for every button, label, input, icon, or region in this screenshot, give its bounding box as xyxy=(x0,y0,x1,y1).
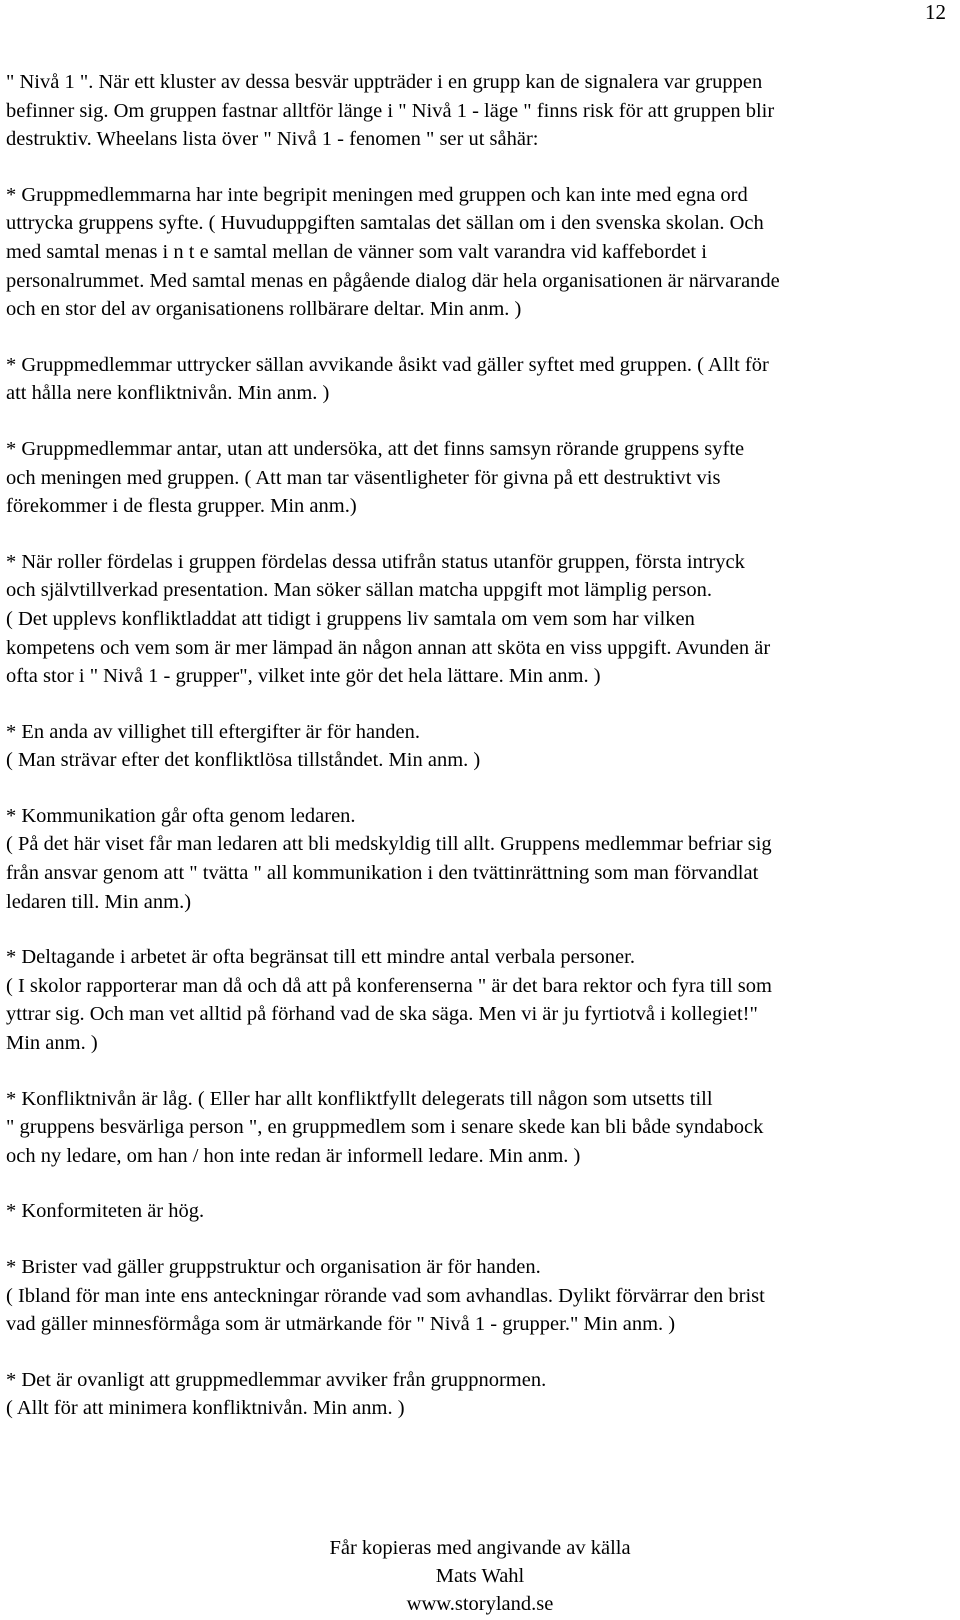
bullet-paragraph: * Kommunikation går ofta genom ledaren. ( På det här viset får man ledaren att bli medskyldig till allt. Gruppens medlemmar befriar sig från ansvar genom att " tvätta " all kommunikation i den tvättinrättning som man förvandlat ledaren till. Min anm.) xyxy=(6,804,772,913)
document-body xyxy=(6,68,946,1450)
bullet-paragraph: * Gruppmedlemmarna har inte begripit meningen med gruppen och kan inte med egna ord uttrycka gruppens syfte. ( Huvuduppgiften samtalas det sällan om i den svenska skolan. Och med samtal menas i n t e samtal mellan de vänner som valt varandra vid kaffebordet i personalrummet. Med samtal menas en pågående dialog där hela organisationen är närvarande och en stor del av organisationens rollbärare deltar. Min anm. ) xyxy=(6,183,780,321)
bullet-paragraph: * Gruppmedlemmar uttrycker sällan avvikande åsikt vad gäller syftet med gruppen. ( Allt för att hålla nere konfliktnivån. Min anm. ) xyxy=(6,353,769,405)
bullet-paragraph: * Gruppmedlemmar antar, utan att undersöka, att det finns samsyn rörande gruppens syfte och meningen med gruppen. ( Att man tar väsentligheter för givna på ett destruktivt vis förekommer i de flesta grupper. Min anm.) xyxy=(6,437,745,518)
page-number: 12 xyxy=(925,0,946,24)
bullet-paragraph: * Konformiteten är hög. xyxy=(6,1200,205,1223)
bullet-paragraph: * Deltagande i arbetet är ofta begränsat till ett mindre antal verbala personer. ( I skolor rapporterar man då och då att på konferenserna " är det bara rektor och fyra till som yttrar sig. Och man vet alltid på förhand vad de ska säga. Men vi är ju fyrtiotvå i kollegiet!" Min anm. ) xyxy=(6,946,772,1055)
intro-paragraph: " Nivå 1 ". När ett kluster av dessa besvär uppträder i en grupp kan de signalera var gruppen befinner sig. Om gruppen fastnar alltför länge i " Nivå 1 - läge " finns risk för att gruppen blir destruktiv. Wheelans lista över " Nivå 1 - fenomen " ser ut såhär: xyxy=(6,71,775,151)
bullet-paragraph: * Brister vad gäller gruppstruktur och organisation är för handen. ( Ibland för man inte ens anteckningar rörande vad som avhandlas. Dylikt förvärrar den brist vad gäller minnesförmåga som är utmärkande för " Nivå 1 - grupper." Min anm. ) xyxy=(6,1256,765,1336)
bullet-paragraph: * När roller fördelas i gruppen fördelas dessa utifrån status utanför gruppen, första intryck och självtillverkad presentation. Man söker sällan matcha uppgift mot lämplig person. ( Det upplevs konfliktladdat att tidigt i gruppens liv samtala om vem som har vilken kompetens och vem som är mer lämpad än någon annan att sköta en viss uppgift. Avunden är ofta stor i " Nivå 1 - grupper", vilket inte gör det hela lättare. Min anm. ) xyxy=(6,550,771,688)
bullet-paragraph: * Det är ovanligt att gruppmedlemmar avviker från gruppnormen. ( Allt för att minimera konfliktnivån. Min anm. ) xyxy=(6,1368,547,1420)
footer-website: www.storyland.se xyxy=(406,1593,554,1615)
bullet-paragraph: * Konfliktnivån är låg. ( Eller har allt konfliktfyllt delegerats till någon som utsetts till " gruppens besvärliga person ", en gruppmedlem som i senare skede kan bli både syndabock och ny ledare, om han / hon inte redan är informell ledare. Min anm. ) xyxy=(6,1087,764,1167)
footer-copy-notice: Får kopieras med angivande av källa xyxy=(329,1537,631,1559)
page-footer xyxy=(0,1534,960,1618)
footer-author: Mats Wahl xyxy=(435,1565,525,1587)
bullet-paragraph: * En anda av villighet till eftergifter är för handen. ( Man strävar efter det konfliktlösa tillståndet. Min anm. ) xyxy=(6,720,481,772)
